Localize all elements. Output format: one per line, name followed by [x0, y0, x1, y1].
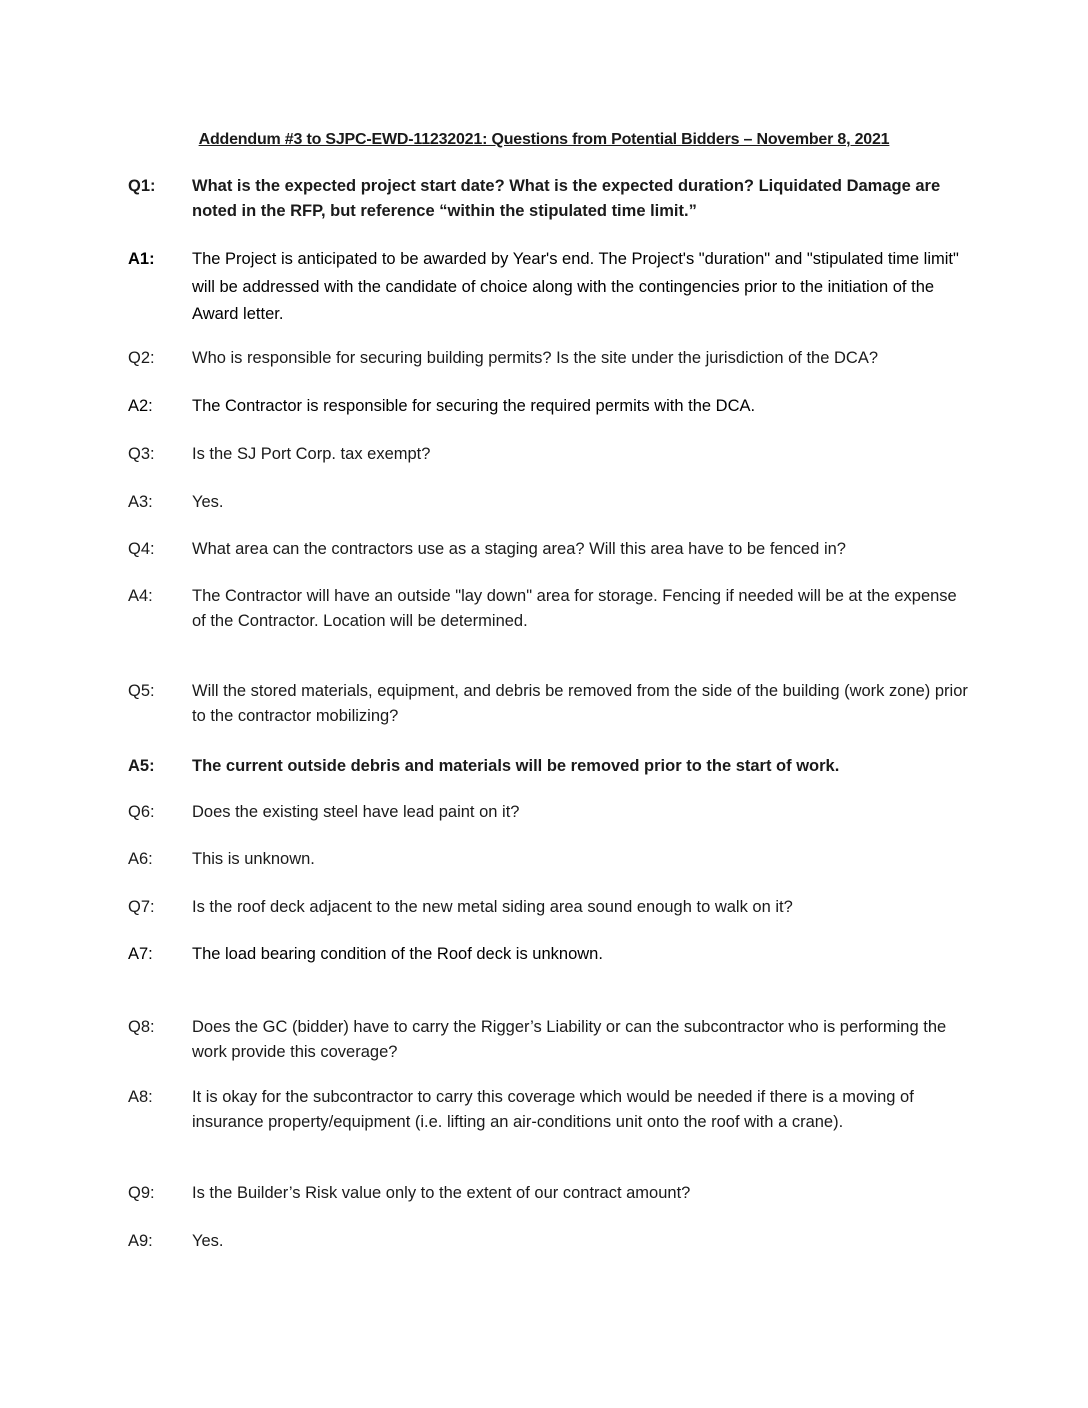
answer-4	[128, 584, 968, 634]
item-text: What area can the contractors use as a staging area? Will this area have to be fenced in?	[192, 540, 846, 558]
answer-6	[128, 847, 968, 872]
item-text: Who is responsible for securing building permits? Is the site under the jurisdiction of the DCA?	[192, 349, 879, 367]
item-text: Is the roof deck adjacent to the new metal siding area sound enough to walk on it?	[192, 898, 793, 916]
answer-3	[128, 490, 968, 515]
item-text: Is the SJ Port Corp. tax exempt?	[192, 445, 431, 463]
answer-1	[128, 246, 968, 329]
answer-5	[128, 754, 968, 779]
item-label: Q8:	[128, 1018, 155, 1036]
item-label: A4:	[128, 587, 153, 605]
item-label: Q7:	[128, 898, 155, 916]
item-text: Yes.	[192, 493, 224, 511]
question-5	[128, 679, 968, 729]
question-9	[128, 1181, 968, 1206]
item-text: The Contractor will have an outside "lay down" area for storage. Fencing if needed will be at the expense of the Contractor. Location will be determined.	[192, 587, 957, 630]
answer-2	[128, 394, 968, 419]
question-6	[128, 800, 968, 825]
question-7	[128, 895, 968, 920]
answer-9	[128, 1229, 968, 1254]
question-4	[128, 537, 968, 562]
answer-8	[128, 1085, 968, 1135]
item-label: A1:	[128, 250, 155, 268]
item-label: A2:	[128, 397, 153, 415]
answer-7	[128, 942, 968, 967]
item-text: What is the expected project start date? What is the expected duration? Liquidated Damage are noted in the RFP, but reference “within the stipulated time limit.”	[192, 177, 941, 220]
item-label: Q5:	[128, 682, 155, 700]
item-text: Does the existing steel have lead paint on it?	[192, 803, 520, 821]
item-label: A5:	[128, 757, 155, 775]
item-text: Does the GC (bidder) have to carry the Rigger’s Liability or can the subcontractor who is performing the work provide this coverage?	[192, 1018, 947, 1061]
item-label: A9:	[128, 1232, 153, 1250]
item-label: Q1:	[128, 177, 156, 195]
question-2	[128, 346, 968, 371]
item-text: The current outside debris and materials will be removed prior to the start of work.	[192, 757, 840, 775]
question-3	[128, 442, 968, 467]
question-8	[128, 1015, 968, 1065]
item-label: A8:	[128, 1088, 153, 1106]
item-text: The load bearing condition of the Roof deck is unknown.	[192, 945, 603, 963]
item-text: The Contractor is responsible for securing the required permits with the DCA.	[192, 397, 756, 415]
item-label: Q4:	[128, 540, 155, 558]
item-label: Q3:	[128, 445, 155, 463]
item-text: Is the Builder’s Risk value only to the extent of our contract amount?	[192, 1184, 691, 1202]
item-label: Q6:	[128, 803, 155, 821]
item-text: Will the stored materials, equipment, and debris be removed from the side of the building (work zone) prior to the contractor mobilizing?	[192, 682, 968, 725]
item-label: A7:	[128, 945, 153, 963]
item-label: Q2:	[128, 349, 155, 367]
item-text: The Project is anticipated to be awarded by Year's end. The Project's "duration" and "stipulated time limit" will be addressed with the candidate of choice along with the contingencies prior to the initiation of the Award letter.	[192, 250, 959, 323]
question-1	[128, 174, 968, 224]
item-text: It is okay for the subcontractor to carry this coverage which would be needed if there is a moving of insurance property/equipment (i.e. lifting an air-conditions unit onto the roof with a crane).	[192, 1088, 914, 1131]
item-text: Yes.	[192, 1232, 224, 1250]
document-title: Addendum #3 to SJPC-EWD-11232021: Questions from Potential Bidders – November 8, 2021	[198, 131, 890, 148]
item-text: This is unknown.	[192, 850, 315, 868]
item-label: A6:	[128, 850, 153, 868]
item-label: A3:	[128, 493, 153, 511]
item-label: Q9:	[128, 1184, 155, 1202]
